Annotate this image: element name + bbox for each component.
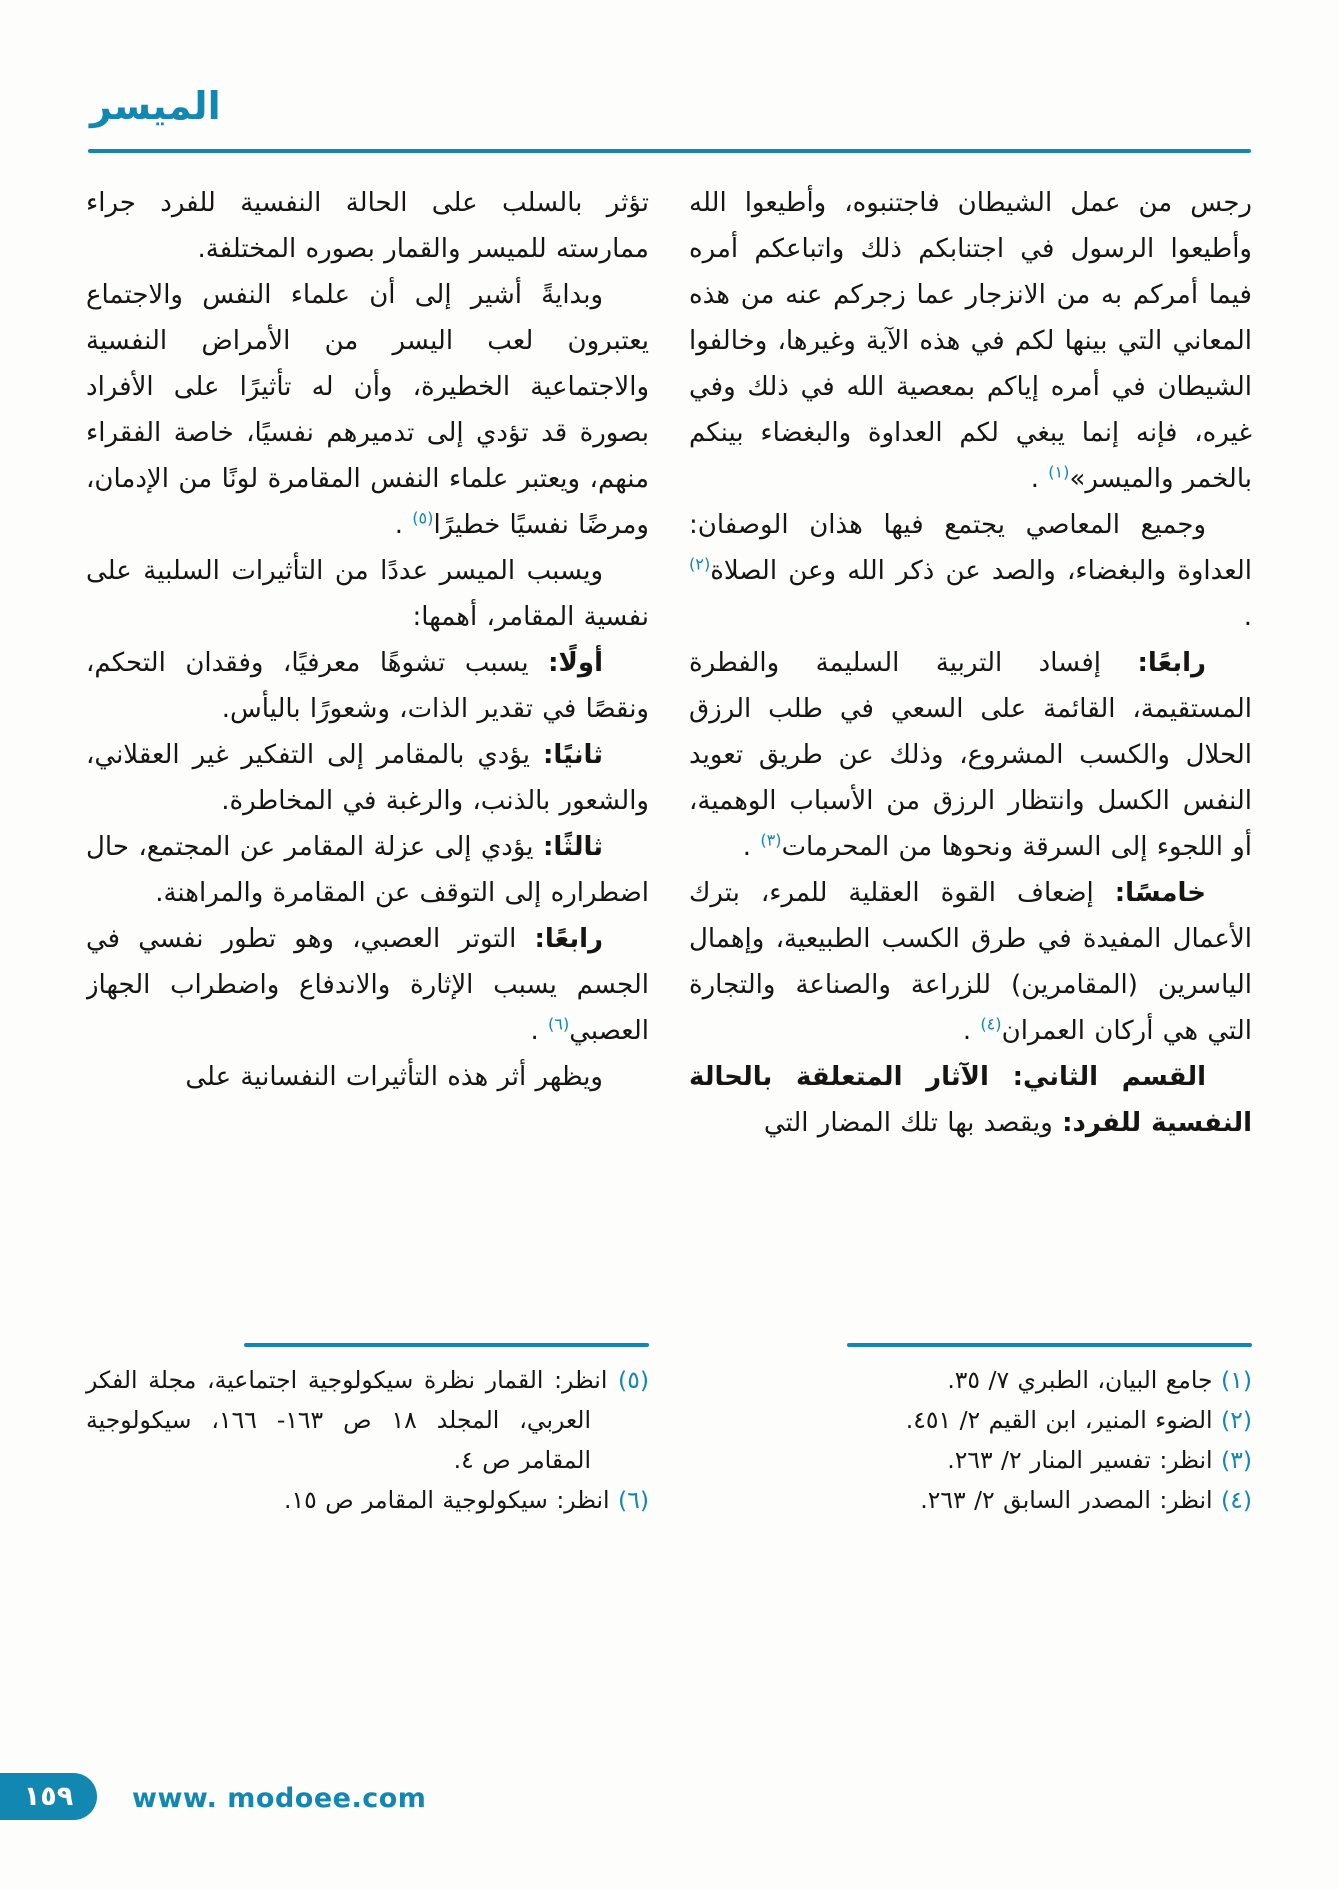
footnote: (٣) انظر: تفسير المنار ٢/ ٢٦٣. xyxy=(947,1446,1252,1474)
section-label: رابعًا: xyxy=(534,924,603,954)
footnote-list xyxy=(689,1360,1252,1520)
footnote: (١) جامع البيان، الطبري ٧/ ٣٥. xyxy=(947,1366,1252,1394)
column-left-paragraphs xyxy=(86,180,649,1343)
paragraph: ويظهر أثر هذه التأثيرات النفسانية على xyxy=(185,1062,603,1092)
footnote-marker: (٤) xyxy=(1221,1486,1252,1514)
column-left-footnotes xyxy=(86,1343,649,1520)
paragraph: وجميع المعاصي يجتمع فيها هذان الوصفان: العداوة والبغضاء، والصد عن ذكر الله وعن الصلاة$^{(٢)}$ . xyxy=(689,510,1252,632)
header-title: الميسر xyxy=(90,84,221,128)
website-url: www. modoee.com xyxy=(132,1783,427,1814)
footnote: (٤) انظر: المصدر السابق ٢/ ٢٦٣. xyxy=(920,1486,1252,1514)
footnote-ref: (٤) xyxy=(980,1014,1002,1034)
column-right-paragraphs xyxy=(689,180,1252,1343)
paragraph: رجس من عمل الشيطان فاجتنبوه، وأطيعوا الله وأطيعوا الرسول في اجتنابكم ذلك واتباعكم أمره فيما أمركم به من الانزجار عما زجركم عنه من هذه المعاني التي بينها لكم في هذه الآية وغيرها، وخالفوا الشيطان في أمره إياكم بمعصية الله في ذلك وفي غيره، فإنه إنما يبغي لكم العداوة والبغضاء بينكم بالخمر والميسر»$^{(١)}$ . xyxy=(689,188,1252,494)
section-label: رابعًا: xyxy=(1137,648,1206,678)
footnote-ref: (١) xyxy=(1048,462,1070,482)
section-label: خامسًا: xyxy=(1114,878,1206,908)
section-label: ثالثًا: xyxy=(542,832,603,862)
section-label: ثانيًا: xyxy=(542,740,603,770)
footnote-marker: (٥) xyxy=(618,1366,649,1394)
section-label: القسم الثاني: الآثار المتعلقة بالحالة النفسية للفرد: xyxy=(689,1062,1252,1138)
page-number-badge xyxy=(0,1773,97,1820)
footnote-marker: (٣) xyxy=(1221,1446,1252,1474)
header-rule xyxy=(88,149,1251,153)
column-right xyxy=(689,180,1252,1520)
paragraph: رابعًا: إفساد التربية السليمة والفطرة المستقيمة، القائمة على السعي في طلب الرزق الحلال والكسب المشروع، وذلك عن طريق تعويد النفس الكسل وانتظار الرزق من الأسباب الوهمية، أو اللجوء إلى السرقة ونحوها من المحرمات$^{(٣)}$ . xyxy=(689,648,1252,862)
footnote-marker: (١) xyxy=(1221,1366,1252,1394)
paragraph: ثالثًا: يؤدي إلى عزلة المقامر عن المجتمع، حال اضطراره إلى التوقف عن المقامرة والمراهنة. xyxy=(86,832,649,908)
paragraph: خامسًا: إضعاف القوة العقلية للمرء، بترك الأعمال المفيدة في طرق الكسب الطبيعية، وإهمال الياسرين (المقامرين) للزراعة والصناعة والتجارة التي هي أركان العمران$^{(٤)}$ . xyxy=(689,878,1252,1046)
paragraph: تؤثر بالسلب على الحالة النفسية للفرد جراء ممارسته للميسر والقمار بصوره المختلفة. xyxy=(86,188,649,264)
footnote-ref: (٥) xyxy=(412,508,434,528)
footnote-ref: (٢) xyxy=(689,554,711,574)
paragraph: ويسبب الميسر عددًا من التأثيرات السلبية على نفسية المقامر، أهمها: xyxy=(86,556,649,632)
footnote-marker: (٦) xyxy=(618,1486,649,1514)
footnote-separator xyxy=(244,1343,649,1347)
footnote-separator xyxy=(847,1343,1252,1347)
paragraph: أولًا: يسبب تشوهًا معرفيًا، وفقدان التحكم، ونقصًا في تقدير الذات، وشعورًا باليأس. xyxy=(86,648,649,724)
column-left xyxy=(86,180,649,1520)
footnote-ref: (٣) xyxy=(760,830,782,850)
column-right-footnotes xyxy=(689,1343,1252,1520)
footnote: (٥) انظر: القمار نظرة سيكولوجية اجتماعية، مجلة الفكر العربي، المجلد ١٨ ص ١٦٣- ١٦٦، سيكولوجية المقامر ص ٤. xyxy=(86,1366,649,1474)
section-label: أولًا: xyxy=(548,648,603,678)
footnote-list xyxy=(86,1360,649,1520)
paragraph: القسم الثاني: الآثار المتعلقة بالحالة النفسية للفرد: ويقصد بها تلك المضار التي xyxy=(689,1062,1252,1138)
page-number: ١٥٩ xyxy=(23,1781,74,1812)
footnote: (٢) الضوء المنير، ابن القيم ٢/ ٤٥١. xyxy=(905,1406,1252,1434)
paragraph: وبدايةً أشير إلى أن علماء النفس والاجتماع يعتبرون لعب اليسر من الأمراض النفسية والاجتماعية الخطيرة، وأن له تأثيرًا على الأفراد بصورة قد تؤدي إلى تدميرهم نفسيًا، خاصة الفقراء منهم، ويعتبر علماء النفس المقامرة لونًا من الإدمان، ومرضًا نفسيًا خطيرًا$^{(٥)}$ . xyxy=(86,280,649,540)
footnote: (٦) انظر: سيكولوجية المقامر ص ١٥. xyxy=(284,1486,649,1514)
paragraph: ثانيًا: يؤدي بالمقامر إلى التفكير غير العقلاني، والشعور بالذنب، والرغبة في المخاطرة. xyxy=(86,740,649,816)
footnote-ref: (٦) xyxy=(547,1014,570,1034)
text-columns xyxy=(86,180,1252,1520)
footnote-marker: (٢) xyxy=(1221,1406,1252,1434)
paragraph: رابعًا: التوتر العصبي، وهو تطور نفسي في الجسم يسبب الإثارة والاندفاع واضطراب الجهاز العصبي$^{(٦)}$ . xyxy=(86,924,649,1046)
